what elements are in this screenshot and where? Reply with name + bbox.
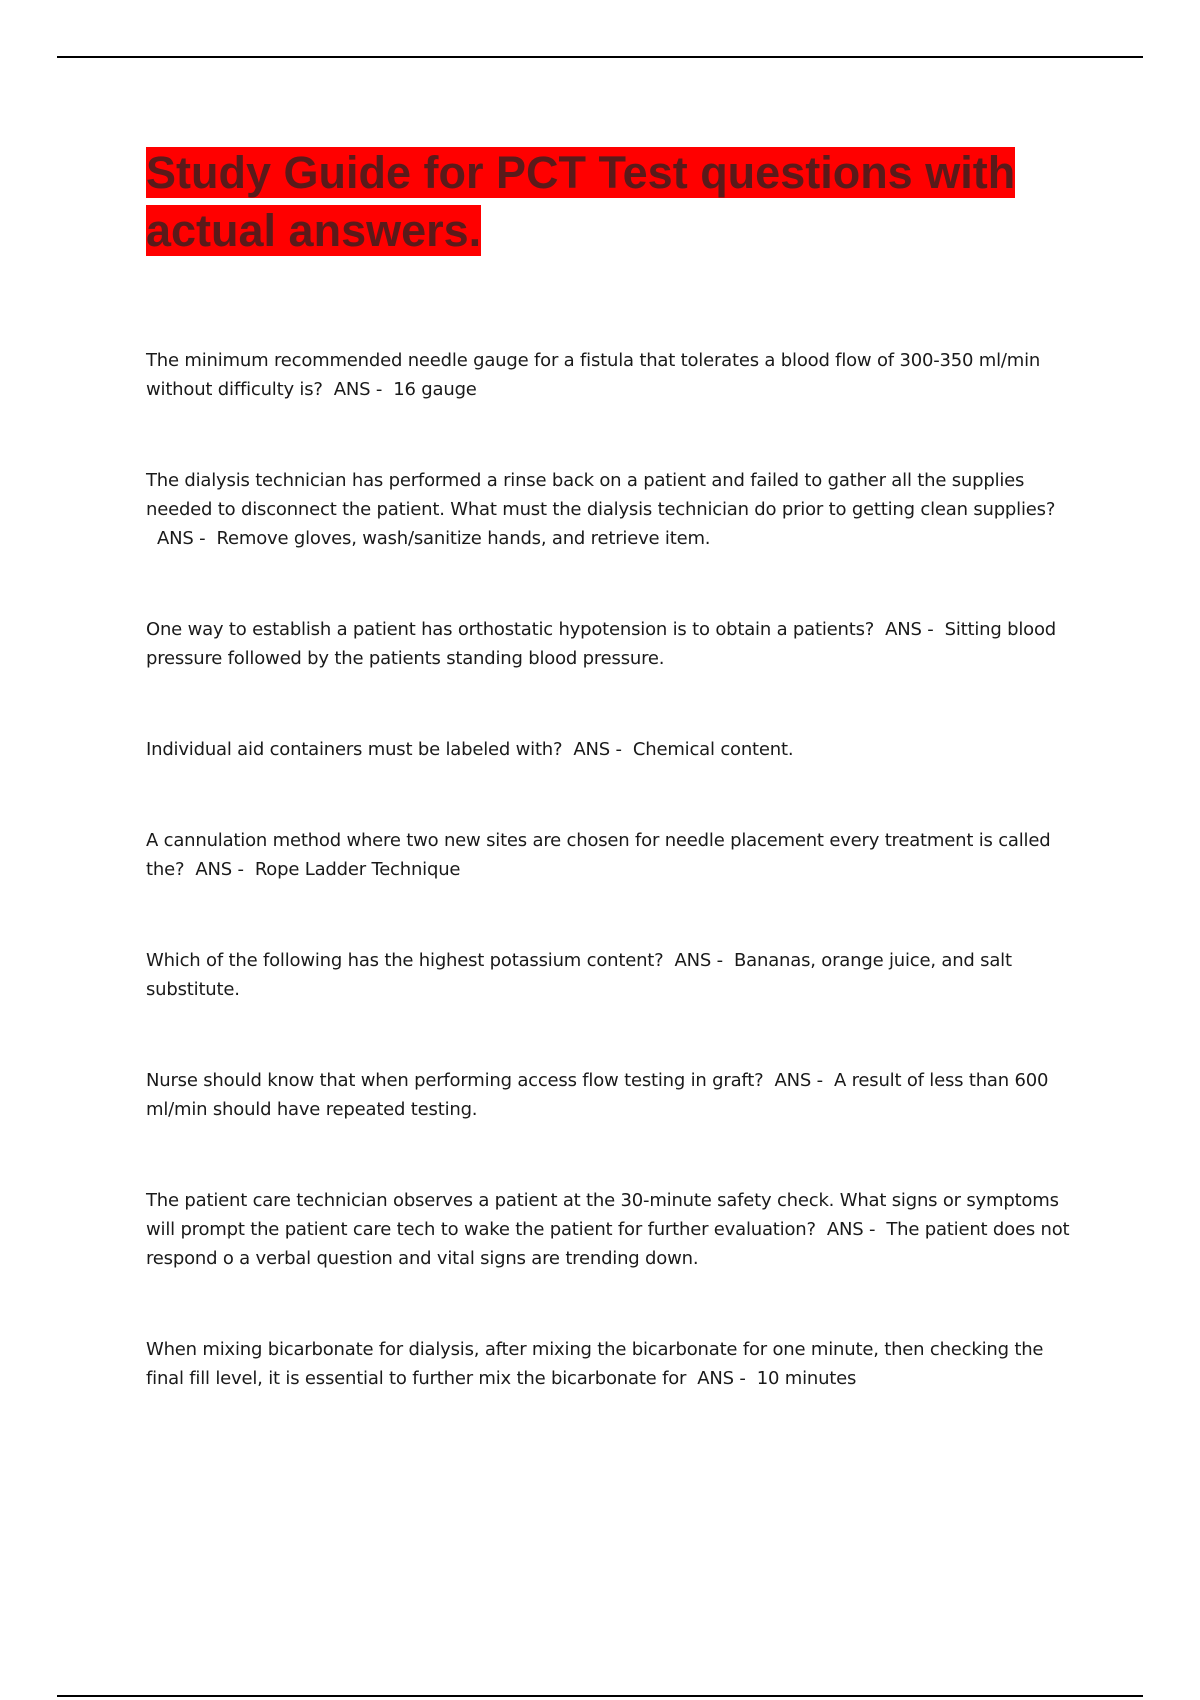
answer-prefix: ANS - bbox=[562, 739, 633, 760]
answer-text: Bananas, orange juice, and salt substitute. bbox=[146, 950, 1012, 1000]
header-rule bbox=[57, 56, 1143, 58]
answer-prefix: ANS - bbox=[322, 379, 394, 400]
qa-item-9 bbox=[146, 1335, 1081, 1393]
qa-item-3 bbox=[146, 615, 1081, 673]
answer-text: A result of less than 600 ml/min should have repeated testing. bbox=[146, 1070, 1049, 1120]
question-text: A cannulation method where two new sites are chosen for needle placement every treatment is called the? bbox=[146, 830, 1051, 880]
qa-item-5 bbox=[146, 826, 1081, 884]
qa-item-1 bbox=[146, 346, 1081, 404]
answer-text: Sitting blood pressure followed by the patients standing blood pressure. bbox=[146, 619, 1057, 669]
answer-text: The patient does not respond o a verbal question and vital signs are trending down. bbox=[146, 1219, 1070, 1269]
question-text: The dialysis technician has performed a rinse back on a patient and failed to gather all the supplies needed to disconnect the patient. What must the dialysis technician do prior to getting clean supplies? bbox=[146, 470, 1056, 520]
answer-text: 16 gauge bbox=[393, 379, 477, 400]
qa-item-6 bbox=[146, 946, 1081, 1004]
answer-prefix: ANS - bbox=[763, 1070, 834, 1091]
answer-prefix: ANS - bbox=[815, 1219, 887, 1240]
qa-item-4 bbox=[146, 735, 1081, 764]
question-text: Individual aid containers must be labeled with? bbox=[146, 739, 563, 760]
answer-text: Rope Ladder Technique bbox=[254, 859, 461, 880]
document-title: Study Guide for PCT Test questions with actual answers. bbox=[146, 147, 1016, 256]
qa-item-8 bbox=[146, 1186, 1081, 1273]
answer-prefix: ANS - bbox=[663, 950, 735, 971]
question-text: The minimum recommended needle gauge for a fistula that tolerates a blood flow of 300-350 ml/min without difficulty is? bbox=[146, 350, 1041, 400]
qa-item-2 bbox=[146, 466, 1081, 553]
question-text: One way to establish a patient has orthostatic hypotension is to obtain a patients? bbox=[146, 619, 875, 640]
question-text: Which of the following has the highest potassium content? bbox=[146, 950, 664, 971]
title-block bbox=[146, 144, 1086, 260]
answer-prefix: ANS - bbox=[686, 1368, 757, 1389]
answer-text: Chemical content. bbox=[632, 739, 794, 760]
answer-text: Remove gloves, wash/sanitize hands, and retrieve item. bbox=[216, 528, 711, 549]
question-text: The patient care technician observes a patient at the 30-minute safety check. What signs or symptoms will prompt the patient care tech to wake the patient for further evaluation? bbox=[146, 1190, 1059, 1240]
question-text: When mixing bicarbonate for dialysis, after mixing the bicarbonate for one minute, then checking the final fill level, it is essential to further mix the bicarbonate for bbox=[146, 1339, 1044, 1389]
qa-list bbox=[146, 346, 1081, 1455]
answer-text: 10 minutes bbox=[756, 1368, 857, 1389]
question-text: Nurse should know that when performing access flow testing in graft? bbox=[146, 1070, 764, 1091]
footer-rule bbox=[57, 1695, 1143, 1697]
answer-prefix: ANS - bbox=[874, 619, 945, 640]
qa-item-7 bbox=[146, 1066, 1081, 1124]
answer-prefix: ANS - bbox=[146, 528, 217, 549]
answer-prefix: ANS - bbox=[184, 859, 255, 880]
